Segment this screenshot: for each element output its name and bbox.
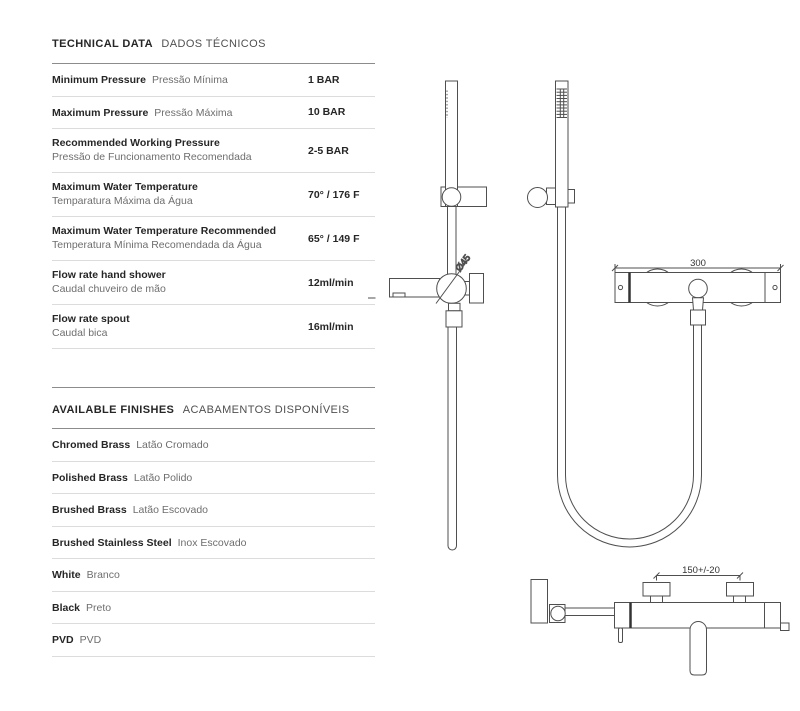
inlet-spacing-dimension [654, 565, 744, 581]
finish-en: Polished Brass [52, 471, 128, 484]
temperature-lever [619, 628, 623, 643]
row-label-pt: Caudal chuveiro de mão [52, 282, 166, 295]
temperature-knob [470, 274, 484, 304]
row-value: 70° / 176 F [308, 188, 360, 201]
hose-connector [691, 310, 706, 325]
row-value: 2-5 BAR [308, 144, 349, 157]
spout [390, 279, 440, 298]
finish-pt: Branco [86, 569, 120, 581]
diverter-knob [689, 279, 708, 298]
finish-en: White [52, 569, 81, 581]
holder-clamp [568, 190, 575, 204]
row-label-pt: Pressão de Funcionamento Recomendada [52, 150, 252, 163]
row-value: 1 BAR [308, 73, 340, 86]
front-view-drawing [528, 81, 702, 547]
finish-en: Black [52, 601, 81, 614]
row-value: 65° / 149 F [308, 232, 360, 245]
row-label-en: Maximum Water Temperature [52, 181, 198, 193]
valve-top-drawing [531, 565, 789, 675]
finish-pt: Latão Escovado [132, 504, 209, 516]
valve-front-drawing [612, 258, 784, 325]
width-dimension [612, 258, 784, 273]
row-label-en: Minimum Pressure [52, 74, 146, 86]
inlet-neck [651, 596, 663, 603]
finish-en: Brushed Stainless Steel [52, 536, 172, 549]
finish-pt: Preto [86, 601, 112, 614]
section-title-pt: DADOS TÉCNICOS [161, 38, 266, 50]
diameter-dim-label: Ø45 [453, 252, 474, 274]
hand-shower-wand [556, 81, 569, 207]
row-label-pt: Temparatura Máxima da Água [52, 194, 193, 207]
side-view-drawing [368, 81, 487, 550]
section-title-en: AVAILABLE FINISHES [52, 404, 175, 416]
valve-body-circle [437, 274, 467, 304]
row-label-en: Recommended Working Pressure [52, 137, 220, 149]
row-value: 16ml/min [308, 320, 354, 333]
finish-en: Chromed Brass [52, 439, 131, 451]
inlet-spacing-label: 150+/-20 [682, 565, 720, 576]
row-label-pt: Temperatura Mínima Recomendada da Água [52, 238, 262, 251]
outlet-nub [781, 623, 790, 631]
rail-knob [551, 606, 565, 620]
finish-pt: Latão Polido [133, 471, 193, 484]
hose-connector-neck [693, 298, 704, 310]
spout-top [690, 622, 707, 676]
finish-pt: PVD [79, 634, 102, 646]
finish-pt: Latão Cromado [136, 439, 209, 451]
row-label-en: Flow rate hand shower [52, 269, 166, 281]
holder-knob [528, 188, 548, 208]
row-label-pt: Pressão Mínima [151, 74, 228, 86]
hanging-hose [448, 327, 457, 550]
row-label-en: Maximum Pressure [52, 106, 149, 119]
hose-nut [449, 303, 461, 311]
section-title-en: TECHNICAL DATA [52, 38, 153, 50]
row-label-pt: Pressão Máxima [154, 106, 233, 119]
row-value: 12ml/min [308, 276, 354, 289]
shower-hose-inner [566, 207, 694, 539]
row-label-en: Maximum Water Temperature Recommended [52, 225, 277, 237]
section-title-pt: ACABAMENTOS DISPONÍVEIS [182, 404, 350, 416]
row-value: 10 BAR [308, 106, 346, 119]
row-label-en: Flow rate spout [52, 313, 130, 325]
shower-hose-outer [558, 207, 702, 547]
wall-bracket [531, 580, 548, 624]
inlet-knob [643, 583, 670, 597]
finish-pt: Inox Escovado [177, 536, 247, 549]
finish-en: PVD [52, 634, 74, 646]
inlet-neck [734, 596, 746, 603]
width-dim-label: 300 [690, 258, 706, 269]
finish-en: Brushed Brass [52, 504, 127, 516]
inlet-knob [727, 583, 754, 597]
holder-knob [442, 188, 461, 207]
row-label-pt: Caudal bica [52, 326, 108, 339]
hose-cone [446, 311, 462, 327]
